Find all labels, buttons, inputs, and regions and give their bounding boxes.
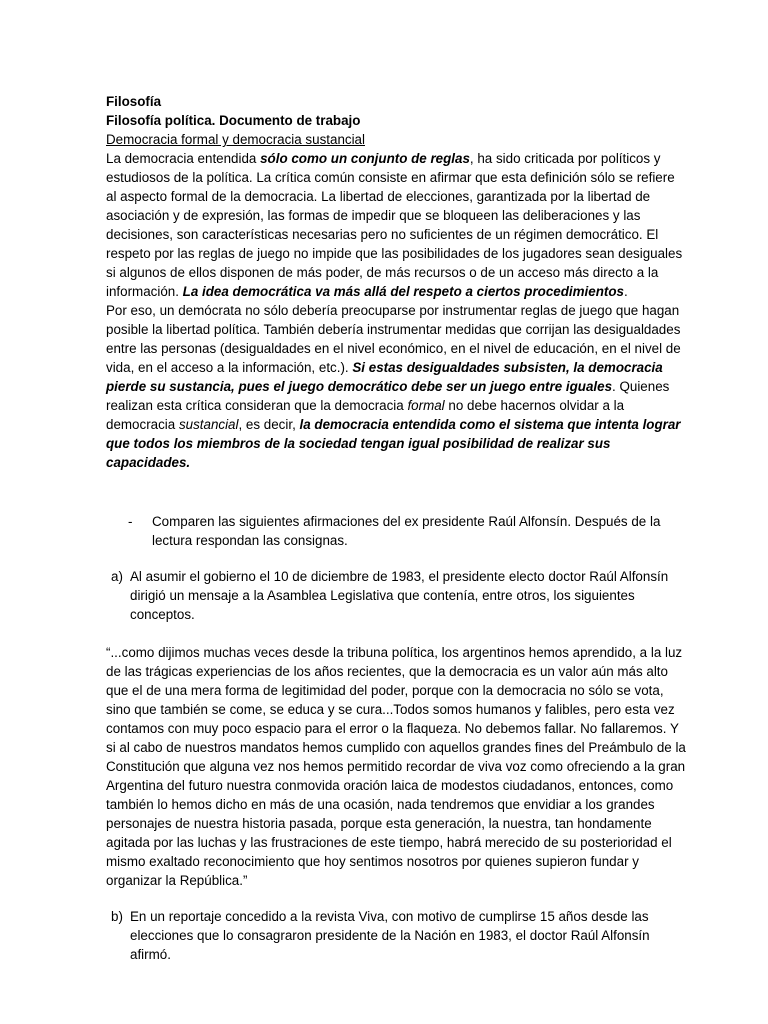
paragraph-text: . [624, 284, 628, 299]
paragraph-text: La democracia entendida [106, 151, 261, 166]
emphasis-text: Si estas desigualdades subsisten, la democracia pierde su sustancia, pues el juego democrático debe ser un juego entre iguales [106, 360, 663, 394]
instruction-bullet [106, 512, 688, 550]
paragraph-formal-democracy [106, 149, 688, 301]
list-item-text: Al asumir el gobierno el 10 de diciembre de 1983, el presidente electo doctor Raúl Alfonsín dirigió un mensaje a la Asamblea Legislativa que contenía, entre otros, los siguientes conceptos. [130, 569, 669, 622]
paragraph-substantial-democracy [106, 301, 688, 472]
list-marker: a) [111, 569, 123, 584]
emphasis-text: sólo como un conjunto de reglas [260, 151, 470, 166]
emphasis-text: La idea democrática va más allá del respeto a ciertos procedimientos [182, 284, 624, 299]
italic-text: sustancial [178, 417, 239, 432]
document-subject: Filosofía [106, 94, 162, 109]
list-item-a [111, 567, 688, 624]
bullet-marker: - [128, 514, 133, 529]
paragraph-text: Por eso, un demócrata no sólo debería preocuparse por instrumentar reglas de juego que hagan posible la libertad política. También debería instrumentar medidas que corrijan las desigualdades entre las personas (desigualdades en el nivel económico, en el nivel de educación, en el nivel de vida, en el acceso a la información, etc.). [106, 303, 681, 375]
paragraph-text: , es decir, [238, 417, 300, 432]
list-item-text: En un reportaje concedido a la revista Viva, con motivo de cumplirse 15 años desde las elecciones que lo consagraron presidente de la Nación en 1983, el doctor Raúl Alfonsín afirmó. [130, 909, 650, 962]
paragraph-text: , ha sido criticada por políticos y estudiosos de la política. La crítica común consiste en afirmar que esta definición sólo se refiere al aspecto formal de la democracia. La libertad de elecciones, garantizada por la libertad de asociación y de expresión, las formas de impedir que se bloqueen las deliberaciones y las decisiones, son características necesarias pero no suficientes de un régimen democrático. El respeto por las reglas de juego no impide que las posibilidades de los jugadores sean desiguales si algunos de ellos disponen de más poder, de más recursos o de un acceso más directo a la información. [106, 151, 683, 299]
bullet-text: Comparen las siguientes afirmaciones del ex presidente Raúl Alfonsín. Después de la lectura respondan las consignas. [152, 514, 661, 548]
italic-text: formal [407, 398, 445, 413]
paragraph-text: . Quienes realizan esta crítica consideran que la democracia [106, 379, 670, 413]
paragraph-text: no debe hacernos olvidar a la democracia [106, 398, 625, 432]
alfonsin-quote: “...como dijimos muchas veces desde la tribuna política, los argentinos hemos aprendido, a la luz de las trágicas experiencias de los años recientes, que la democracia es un valor aún más alto que el de una mera forma de legitimidad del poder, porque con la democracia no sólo se vota, sino que también se come, se educa y se cura...Todos somos humanos y falibles, pero esta vez contamos con muy poco espacio para el error o la flaqueza. No debemos fallar. No fallaremos. Y si al cabo de nuestros mandatos hemos cumplido con aquellos grandes fines del Preámbulo de la Constitución que alguna vez nos hemos permitido recordar de viva voz como ofreciendo a la gran Argentina del futuro nuestra conmovida oración laica de modestos ciudadanos, entonces, como también lo hemos dicho en más de una ocasión, nada tendremos que envidiar a los grandes personajes de nuestra historia pasada, porque esta generación, la nuestra, tan hondamente agitada por las luchas y las frustraciones de este tiempo, habrá merecido de su posterioridad el mismo exaltado reconocimiento que hoy sentimos nosotros por quienes supieron fundar y organizar la República.” [106, 645, 686, 888]
document-title: Filosofía política. Documento de trabajo [106, 113, 361, 128]
section-title: Democracia formal y democracia sustancial [106, 132, 365, 147]
emphasis-text: la democracia entendida como el sistema que intenta lograr que todos los miembros de la sociedad tengan igual posibilidad de realizar sus capacidades. [106, 417, 681, 470]
list-marker: b) [111, 909, 123, 924]
list-item-b [111, 907, 688, 964]
